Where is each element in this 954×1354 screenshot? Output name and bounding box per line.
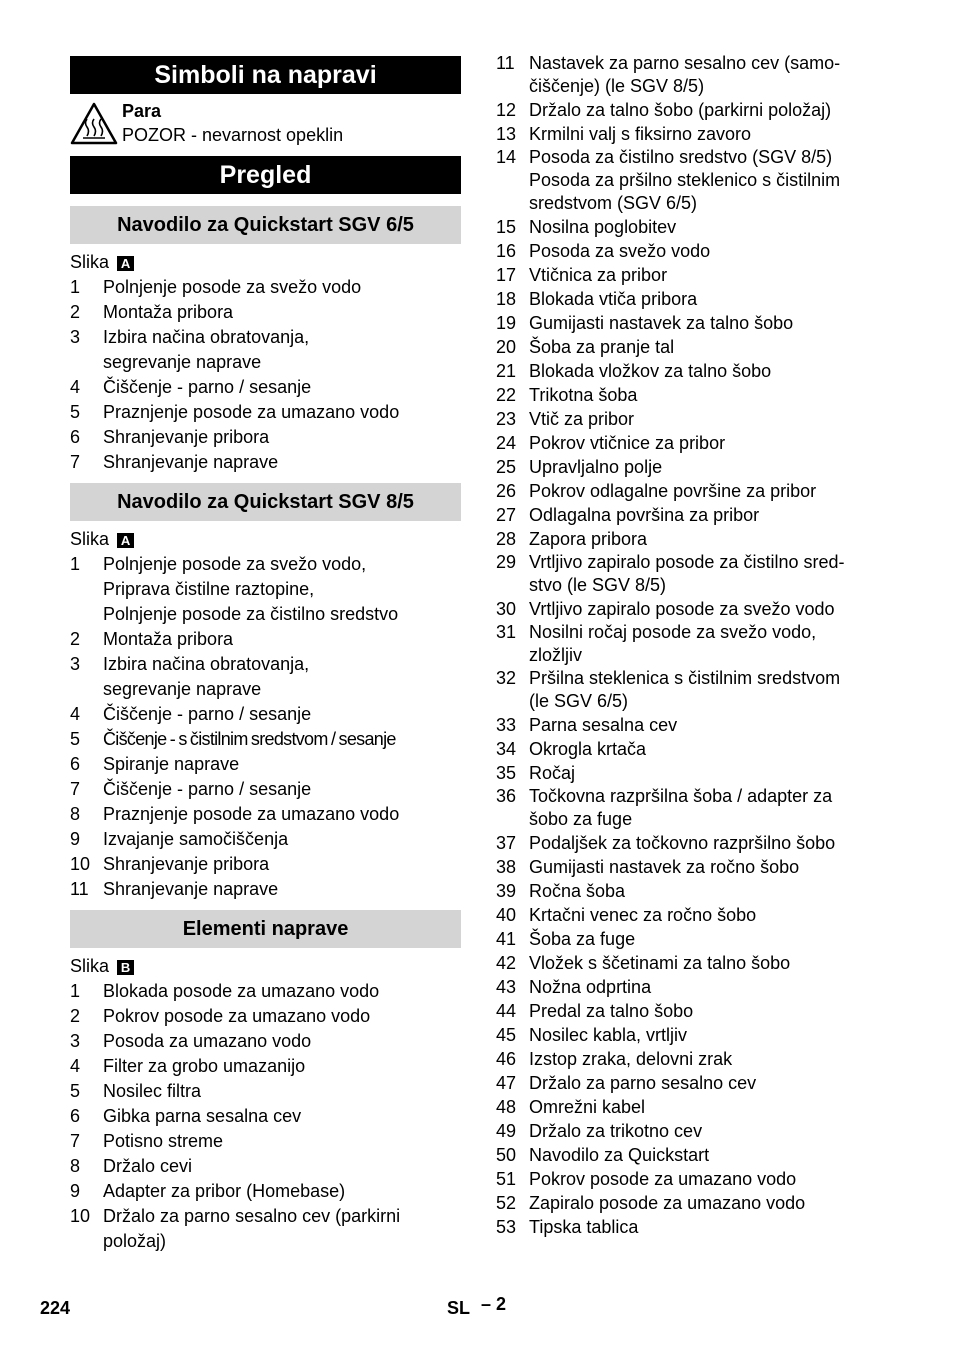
item-text: Držalo za trikotno cev [529, 1121, 703, 1141]
item-number: 25 [496, 457, 517, 477]
item-text: Montaža pribora [103, 629, 234, 649]
warning-text: POZOR - nevarnost opeklin [122, 125, 344, 145]
list-item [70, 979, 461, 1004]
item-text: Čiščenje - parno / sesanje [103, 377, 312, 397]
item-number: 6 [70, 754, 81, 774]
item-text: Predal za talno šobo [529, 1001, 694, 1021]
list-item [70, 300, 461, 325]
item-text: Ročaj [529, 763, 576, 783]
item-number: 42 [496, 953, 517, 973]
item-number: 33 [496, 715, 517, 735]
item-text: Zapiralo posode za umazano vodo [529, 1193, 806, 1213]
item-text: Podaljšek za točkovno razpršilno šobo [529, 833, 836, 853]
item-number: 4 [70, 377, 81, 397]
item-number: 14 [496, 147, 517, 167]
item-number: 9 [70, 1181, 81, 1201]
item-text: Držalo za parno sesalno cev [529, 1073, 757, 1093]
item-text: Nosilni ročaj posode za svežo vodo, zložljiv [529, 622, 817, 665]
warning-block [70, 100, 461, 150]
item-number: 24 [496, 433, 517, 453]
list-item [70, 450, 461, 475]
item-text: Trikotna šoba [529, 385, 638, 405]
item-number: 8 [70, 1156, 81, 1176]
item-text: Navodilo za Quickstart [529, 1145, 710, 1165]
item-text: Odlagalna površina za pribor [529, 505, 760, 525]
list-item [496, 761, 896, 785]
item-text: Vtičnica za pribor [529, 265, 668, 285]
item-text: Držalo cevi [103, 1156, 193, 1176]
list-item [496, 527, 896, 551]
list-item [70, 1004, 461, 1029]
list-item [496, 335, 896, 359]
figure-badge: B [117, 960, 134, 975]
list-item [70, 1104, 461, 1129]
list-item [496, 713, 896, 737]
item-text: Krmilni valj s fiksirno zavoro [529, 124, 752, 144]
list-item [70, 425, 461, 450]
list-item [496, 1143, 896, 1167]
item-number: 26 [496, 481, 517, 501]
item-number: 36 [496, 786, 517, 806]
list-item [496, 785, 896, 831]
item-number: 30 [496, 599, 517, 619]
list-item [496, 737, 896, 761]
list-item [496, 407, 896, 431]
figure-badge: A [117, 256, 134, 271]
item-number: 11 [70, 879, 89, 899]
list-item [496, 431, 896, 455]
list-item [70, 877, 461, 902]
list-item [496, 383, 896, 407]
page-number: 224 [40, 1298, 71, 1318]
item-number: 12 [496, 100, 517, 120]
list-item [496, 1095, 896, 1119]
list-item [70, 802, 461, 827]
subsection-title-quick65: Navodilo za Quickstart SGV 6/5 [70, 206, 461, 244]
item-text: Montaža pribora [103, 302, 234, 322]
item-text: Šoba za fuge [529, 929, 636, 949]
section-number: – 2 [481, 1294, 507, 1314]
language-code: SL [447, 1298, 471, 1318]
steam-warning-icon [70, 102, 118, 146]
item-number: 47 [496, 1073, 517, 1093]
item-text: Posoda za svežo vodo [529, 241, 711, 261]
item-text: Vrtljivo zapiralo posode za svežo vodo [529, 599, 835, 619]
item-text: Pokrov posode za umazano vodo [103, 1006, 371, 1026]
item-text: Čiščenje - s čistilnim sredstvom / sesanje [103, 729, 396, 749]
list-item [70, 852, 461, 877]
item-text: Potisno streme [103, 1131, 224, 1151]
figure-ref-quick85: Slika A [70, 527, 461, 552]
list-item [496, 597, 896, 621]
item-text: Posoda za čistilno sredstvo (SGV 8/5) Posoda za pršilno steklenico s čistilnim sredstvom (SGV 6/5) [529, 147, 841, 213]
list-item [496, 455, 896, 479]
list-item [496, 52, 896, 98]
subsection-title-elements: Elementi naprave [70, 910, 461, 948]
item-number: 17 [496, 265, 517, 285]
item-number: 10 [70, 1206, 91, 1226]
list-item [70, 400, 461, 425]
item-number: 38 [496, 857, 517, 877]
item-text: Gibka parna sesalna cev [103, 1106, 302, 1126]
list-item [70, 1054, 461, 1079]
item-number: 1 [70, 277, 81, 297]
item-text: Praznjenje posode za umazano vodo [103, 402, 400, 422]
item-text: Zapora pribora [529, 529, 648, 549]
item-number: 52 [496, 1193, 517, 1213]
warning-title: Para [122, 101, 162, 121]
item-number: 2 [70, 629, 81, 649]
item-text: Držalo za parno sesalno cev (parkirni položaj) [103, 1206, 401, 1251]
list-item [70, 1129, 461, 1154]
item-text: Shranjevanje pribora [103, 427, 270, 447]
item-number: 7 [70, 452, 81, 472]
item-number: 7 [70, 779, 81, 799]
item-number: 4 [70, 704, 81, 724]
item-number: 45 [496, 1025, 517, 1045]
list-item [496, 975, 896, 999]
item-text: Shranjevanje pribora [103, 854, 270, 874]
item-text: Pokrov vtičnice za pribor [529, 433, 726, 453]
figure-ref-elements: Slika B [70, 954, 461, 979]
item-text: Čiščenje - parno / sesanje [103, 704, 312, 724]
list-item [70, 652, 461, 702]
item-number: 40 [496, 905, 517, 925]
item-text: Omrežni kabel [529, 1097, 646, 1117]
item-number: 46 [496, 1049, 517, 1069]
right-column [496, 52, 896, 1239]
item-text: Krtačni venec za ročno šobo [529, 905, 757, 925]
list-item [70, 275, 461, 300]
list-item [496, 903, 896, 927]
item-text: Nosilna poglobitev [529, 217, 677, 237]
item-number: 31 [496, 622, 517, 642]
list-item [496, 239, 896, 263]
item-text: Parna sesalna cev [529, 715, 678, 735]
item-number: 48 [496, 1097, 517, 1117]
item-number: 16 [496, 241, 517, 261]
item-number: 19 [496, 313, 517, 333]
item-number: 2 [70, 302, 81, 322]
list-item [70, 727, 461, 752]
list-item [70, 1204, 461, 1254]
item-text: Nosilec filtra [103, 1081, 202, 1101]
list-item [70, 752, 461, 777]
list-item [496, 311, 896, 335]
item-text: Upravljalno polje [529, 457, 663, 477]
item-text: Blokada vložkov za talno šobo [529, 361, 772, 381]
item-number: 27 [496, 505, 517, 525]
item-number: 39 [496, 881, 517, 901]
list-item [70, 1154, 461, 1179]
section-title-symbols: Simboli na napravi [70, 56, 461, 94]
list-item [496, 98, 896, 122]
item-number: 4 [70, 1056, 81, 1076]
list-item [496, 1071, 896, 1095]
item-number: 3 [70, 1031, 81, 1051]
item-number: 35 [496, 763, 517, 783]
item-number: 41 [496, 929, 517, 949]
item-number: 6 [70, 427, 81, 447]
list-item [496, 1023, 896, 1047]
item-number: 32 [496, 668, 517, 688]
item-text: Shranjevanje naprave [103, 879, 279, 899]
list-elements-left [70, 979, 461, 1254]
list-item [70, 1179, 461, 1204]
item-text: Gumijasti nastavek za ročno šobo [529, 857, 800, 877]
item-number: 7 [70, 1131, 81, 1151]
item-number: 43 [496, 977, 517, 997]
item-number: 15 [496, 217, 517, 237]
item-number: 29 [496, 552, 517, 572]
item-number: 53 [496, 1217, 517, 1237]
item-number: 44 [496, 1001, 517, 1021]
figure-ref-quick65: Slika A [70, 250, 461, 275]
item-number: 23 [496, 409, 517, 429]
item-text: Izbira načina obratovanja, segrevanje naprave [103, 327, 310, 372]
list-quick85 [70, 552, 461, 902]
item-number: 51 [496, 1169, 517, 1189]
item-text: Tipska tablica [529, 1217, 639, 1237]
item-number: 34 [496, 739, 517, 759]
item-number: 50 [496, 1145, 517, 1165]
list-item [496, 1119, 896, 1143]
item-number: 11 [496, 53, 515, 73]
item-text: Spiranje naprave [103, 754, 240, 774]
list-item [70, 1079, 461, 1104]
list-item [70, 375, 461, 400]
item-text: Pokrov posode za umazano vodo [529, 1169, 797, 1189]
section-title-overview: Pregled [70, 156, 461, 194]
item-number: 8 [70, 804, 81, 824]
figure-badge: A [117, 533, 134, 548]
item-number: 5 [70, 402, 81, 422]
item-text: Izbira načina obratovanja, segrevanje naprave [103, 654, 310, 699]
item-text: Pršilna steklenica s čistilnim sredstvom (le SGV 6/5) [529, 668, 841, 711]
list-item [496, 287, 896, 311]
list-item [496, 263, 896, 287]
item-text: Šoba za pranje tal [529, 337, 675, 357]
item-text: Točkovna razpršilna šoba / adapter za šobo za fuge [529, 786, 833, 829]
list-elements-right [496, 52, 896, 1239]
list-item [70, 552, 461, 627]
item-number: 21 [496, 361, 517, 381]
item-text: Okrogla krtača [529, 739, 647, 759]
item-number: 5 [70, 729, 81, 749]
list-item [496, 951, 896, 975]
list-item [70, 1029, 461, 1054]
item-text: Filter za grobo umazanijo [103, 1056, 306, 1076]
item-text: Polnjenje posode za svežo vodo, Priprava čistilne raztopine, Polnjenje posode za čistilno sredstvo [103, 554, 399, 624]
item-text: Posoda za umazano vodo [103, 1031, 312, 1051]
list-item [496, 359, 896, 383]
item-number: 18 [496, 289, 517, 309]
item-text: Praznjenje posode za umazano vodo [103, 804, 400, 824]
item-number: 37 [496, 833, 517, 853]
item-text: Vložek s ščetinami za talno šobo [529, 953, 791, 973]
list-quick65 [70, 275, 461, 475]
item-number: 9 [70, 829, 81, 849]
item-text: Blokada vtiča pribora [529, 289, 698, 309]
item-number: 1 [70, 981, 81, 1001]
list-item [496, 146, 896, 215]
item-text: Vtič za pribor [529, 409, 635, 429]
list-item [496, 1047, 896, 1071]
list-item [70, 827, 461, 852]
item-text: Shranjevanje naprave [103, 452, 279, 472]
item-number: 22 [496, 385, 517, 405]
item-text: Gumijasti nastavek za talno šobo [529, 313, 794, 333]
list-item [496, 855, 896, 879]
list-item [496, 551, 896, 597]
list-item [496, 503, 896, 527]
list-item [496, 479, 896, 503]
list-item [496, 831, 896, 855]
list-item [496, 122, 896, 146]
item-number: 28 [496, 529, 517, 549]
list-item [496, 1167, 896, 1191]
list-item [70, 777, 461, 802]
item-number: 49 [496, 1121, 517, 1141]
list-item [496, 999, 896, 1023]
list-item [70, 702, 461, 727]
item-number: 20 [496, 337, 517, 357]
item-text: Vrtljivo zapiralo posode za čistilno sred- stvo (le SGV 8/5) [529, 552, 845, 595]
list-item [496, 927, 896, 951]
item-number: 13 [496, 124, 517, 144]
item-number: 3 [70, 327, 81, 347]
item-text: Nosilec kabla, vrtljiv [529, 1025, 688, 1045]
item-number: 2 [70, 1006, 81, 1026]
item-number: 5 [70, 1081, 81, 1101]
item-text: Ročna šoba [529, 881, 626, 901]
item-text: Izstop zraka, delovni zrak [529, 1049, 733, 1069]
list-item [496, 667, 896, 713]
item-text: Polnjenje posode za svežo vodo [103, 277, 362, 297]
item-text: Blokada posode za umazano vodo [103, 981, 380, 1001]
item-text: Pokrov odlagalne površine za pribor [529, 481, 817, 501]
list-item [496, 1191, 896, 1215]
item-text: Adapter za pribor (Homebase) [103, 1181, 346, 1201]
item-text: Izvajanje samočiščenja [103, 829, 289, 849]
item-text: Nastavek za parno sesalno cev (samo- čiščenje) (le SGV 8/5) [529, 53, 841, 96]
list-item [70, 325, 461, 375]
item-number: 1 [70, 554, 81, 574]
list-item [496, 621, 896, 667]
list-item [496, 215, 896, 239]
item-text: Čiščenje - parno / sesanje [103, 779, 312, 799]
item-number: 3 [70, 654, 81, 674]
list-item [70, 627, 461, 652]
subsection-title-quick85: Navodilo za Quickstart SGV 8/5 [70, 483, 461, 521]
item-text: Držalo za talno šobo (parkirni položaj) [529, 100, 832, 120]
item-number: 10 [70, 854, 91, 874]
left-column [70, 56, 461, 1254]
list-item [496, 879, 896, 903]
item-number: 6 [70, 1106, 81, 1126]
item-text: Nožna odprtina [529, 977, 652, 997]
list-item [496, 1215, 896, 1239]
